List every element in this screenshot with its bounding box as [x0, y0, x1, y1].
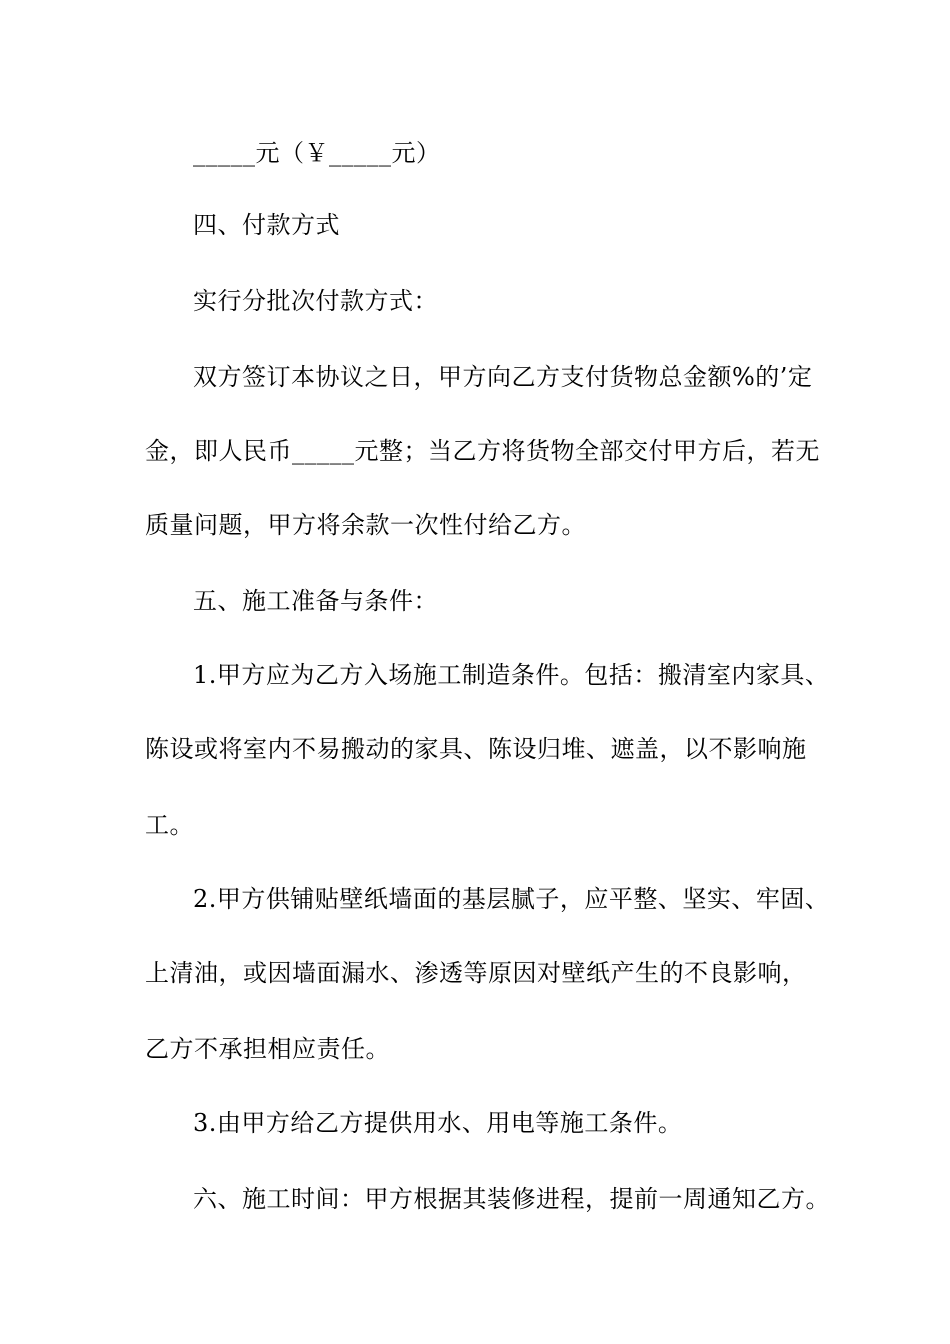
section-heading-preparation: 五、施工准备与条件：	[193, 587, 438, 615]
section-heading-payment: 四、付款方式	[193, 211, 340, 239]
paragraph-line: 金，即人民币_____元整；当乙方将货物全部交付甲方后，若无	[145, 437, 820, 465]
paragraph-line: 1.甲方应为乙方入场施工制造条件。包括：搬清室内家具、	[193, 661, 830, 689]
paragraph-line: 上清油，或因墙面漏水、渗透等原因对壁纸产生的不良影响，	[145, 959, 807, 987]
paragraph-line: 实行分批次付款方式：	[193, 287, 438, 315]
section-heading-schedule: 六、施工时间：甲方根据其装修进程，提前一周通知乙方。	[193, 1185, 830, 1213]
paragraph-line: 乙方不承担相应责任。	[145, 1035, 390, 1063]
paragraph-line: 双方签订本协议之日，甲方向乙方支付货物总金额%的’定	[193, 363, 813, 391]
paragraph-line: 2.甲方供铺贴壁纸墙面的基层腻子，应平整、坚实、牢固、	[193, 885, 830, 913]
paragraph-line: 陈设或将室内不易搬动的家具、陈设归堆、遮盖，以不影响施	[145, 735, 807, 763]
amount-line: _____元（￥_____元）	[193, 139, 441, 167]
paragraph-line: 质量问题，甲方将余款一次性付给乙方。	[145, 511, 586, 539]
paragraph-line: 工。	[145, 811, 194, 839]
paragraph-line: 3.由甲方给乙方提供用水、用电等施工条件。	[193, 1109, 683, 1137]
